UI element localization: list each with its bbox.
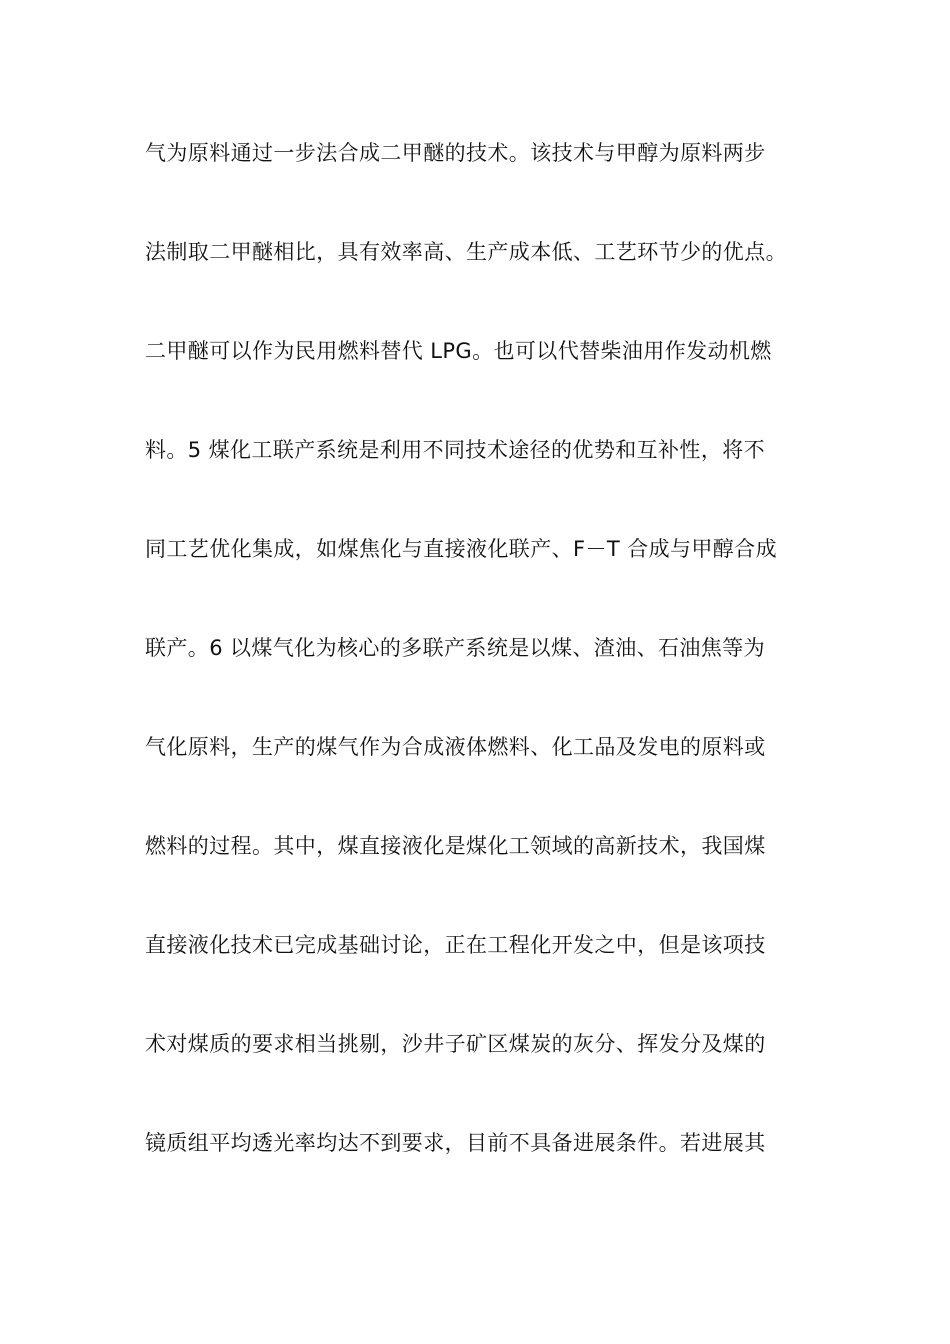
text-line: 气化原料，生产的煤气作为合成液体燃料、化工品及发电的原料或 — [145, 735, 766, 759]
text-line: 直接液化技术已完成基础讨论，正在工程化开发之中，但是该项技 — [145, 933, 766, 957]
text-line: 燃料的过程。其中，煤直接液化是煤化工领域的高新技术，我国煤 — [145, 834, 766, 858]
text-line: 二甲醚可以作为民用燃料替代 LPG。也可以代替柴油用作发动机燃 — [145, 339, 772, 363]
text-line: 气为原料通过一步法合成二甲醚的技术。该技术与甲醇为原料两步 — [145, 141, 766, 165]
text-line: 镜质组平均透光率均达不到要求，目前不具备进展条件。若进展其 — [145, 1131, 766, 1155]
text-line: 术对煤质的要求相当挑剔，沙井子矿区煤炭的灰分、挥发分及煤的 — [145, 1032, 766, 1056]
text-line: 同工艺优化集成，如煤焦化与直接液化联产、F－T 合成与甲醇合成 — [145, 537, 777, 561]
text-line: 料。5 煤化工联产系统是利用不同技术途径的优势和互补性，将不 — [145, 438, 766, 462]
text-line: 法制取二甲醚相比，具有效率高、生产成本低、工艺环节少的优点。 — [145, 240, 787, 264]
text-line: 联产。6 以煤气化为核心的多联产系统是以煤、渣油、石油焦等为 — [145, 636, 766, 660]
